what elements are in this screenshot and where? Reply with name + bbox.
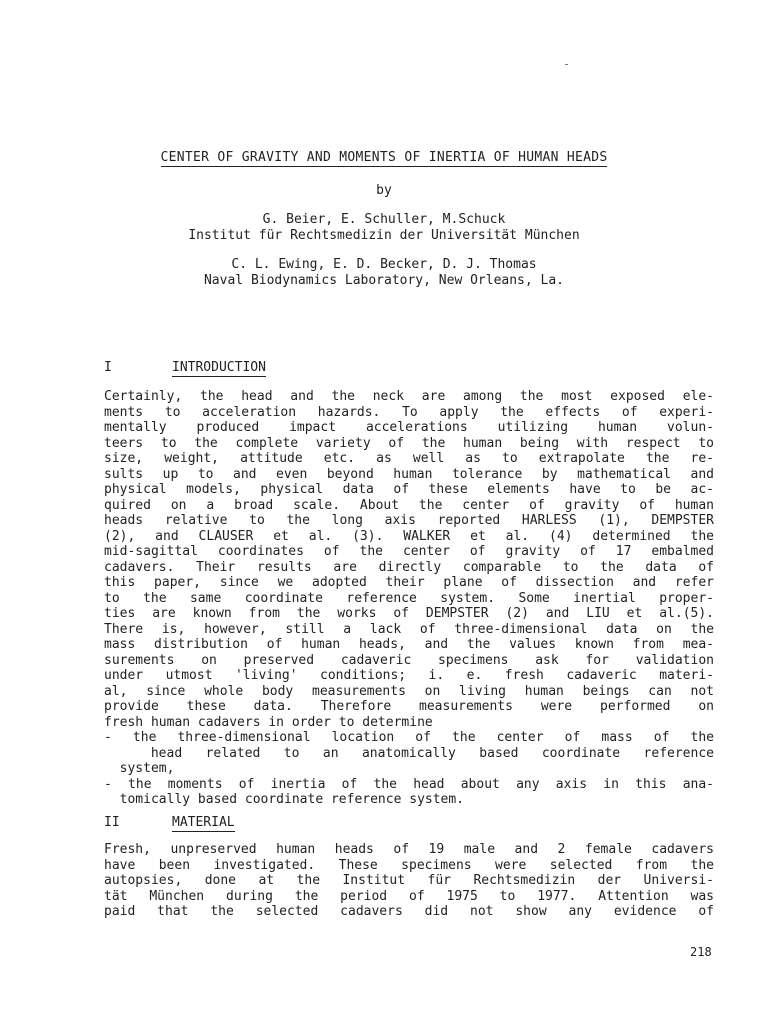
text-line: size, weight, attitude etc. as well as to extrapolate the re- (104, 451, 714, 466)
bullet-line: head related to an anatomically based coordinate reference (104, 745, 714, 761)
text-line: al, since whole body measurements on living human beings can not (104, 683, 714, 699)
text-line: mentally produced impact accelerations utilizing human volun- (104, 420, 714, 435)
by-line: by (376, 183, 392, 198)
text-line: physical models, physical data of these elements have to be ac- (104, 482, 714, 497)
section-heading-introduction (104, 360, 266, 375)
text-line: autopsies, done at the Institut für Rechtsmedizin der Universi- (104, 873, 714, 888)
introduction-text (104, 389, 714, 808)
section-name: INTRODUCTION (172, 360, 266, 375)
scan-speck (565, 64, 568, 65)
text-line: to the same coordinate reference system. Some inertial proper- (104, 590, 714, 606)
text-line: paid that the selected cadavers did not show any evidence of (104, 904, 714, 919)
text-line: surements on preserved cadaveric specimens ask for validation (104, 652, 714, 668)
bullet-line: tomically based coordinate reference system. (104, 792, 465, 807)
section-number: II (104, 815, 120, 830)
text-line: have been investigated. These specimens were selected from the (104, 857, 714, 873)
section-number: I (104, 360, 112, 375)
authors-2: C. L. Ewing, E. D. Becker, D. J. Thomas (231, 257, 537, 272)
text-line: under utmost 'living' conditions; i. e. fresh cadaveric materi- (104, 668, 714, 683)
bullet-line: - the three-dimensional location of the center of mass of the (104, 730, 714, 745)
text-line: mid-sagittal coordinates of the center of gravity of 17 embalmed (104, 544, 714, 559)
text-line: cadavers. Their results are directly comparable to the data of (104, 559, 714, 575)
material-text (104, 842, 714, 920)
authors-1: G. Beier, E. Schuller, M.Schuck (262, 212, 506, 227)
bullet-line: - the moments of inertia of the head about any axis in this ana- (104, 776, 714, 792)
affiliation-2: Naval Biodynamics Laboratory, New Orleans, La. (203, 273, 565, 288)
text-line: quired on a broad scale. About the center of gravity of human (104, 497, 714, 513)
page-number: 218 (690, 945, 712, 959)
affiliation-1: Institut für Rechtsmedizin der Universität München (188, 228, 580, 243)
text-line: teers to the complete variety of the human being with respect to (104, 435, 714, 451)
text-line: sults up to and even beyond human tolerance by mathematical and (104, 466, 714, 482)
text-line: this paper, since we adopted their plane of dissection and refer (104, 575, 714, 590)
text-line: Certainly, the head and the neck are among the most exposed ele- (104, 389, 714, 404)
text-line: heads relative to the long axis reported HARLESS (1), DEMPSTER (104, 513, 714, 528)
text-line: (2), and CLAUSER et al. (3). WALKER et al. (4) determined the (104, 528, 714, 544)
text-line: fresh human cadavers in order to determine (104, 714, 433, 730)
text-line: ties are known from the works of DEMPSTER (2) and LIU et al.(5). (104, 606, 714, 621)
text-line: tät München during the period of 1975 to 1977. Attention was (104, 888, 714, 904)
paper-title (0, 150, 768, 165)
section-name: MATERIAL (172, 815, 235, 830)
text-line: Fresh, unpreserved human heads of 19 male and 2 female cadavers (104, 842, 714, 857)
text-line: ments to acceleration hazards. To apply the effects of experi- (104, 404, 714, 420)
text-line: There is, however, still a lack of three-dimensional data on the (104, 621, 714, 637)
text-line: mass distribution of human heads, and the values known from mea- (104, 637, 714, 652)
paper-title-text: CENTER OF GRAVITY AND MOMENTS OF INERTIA OF HUMAN HEADS (160, 150, 608, 165)
section-heading-material (104, 815, 235, 830)
text-line: provide these data. Therefore measurements were performed on (104, 699, 714, 714)
bullet-line: system, (104, 761, 175, 776)
